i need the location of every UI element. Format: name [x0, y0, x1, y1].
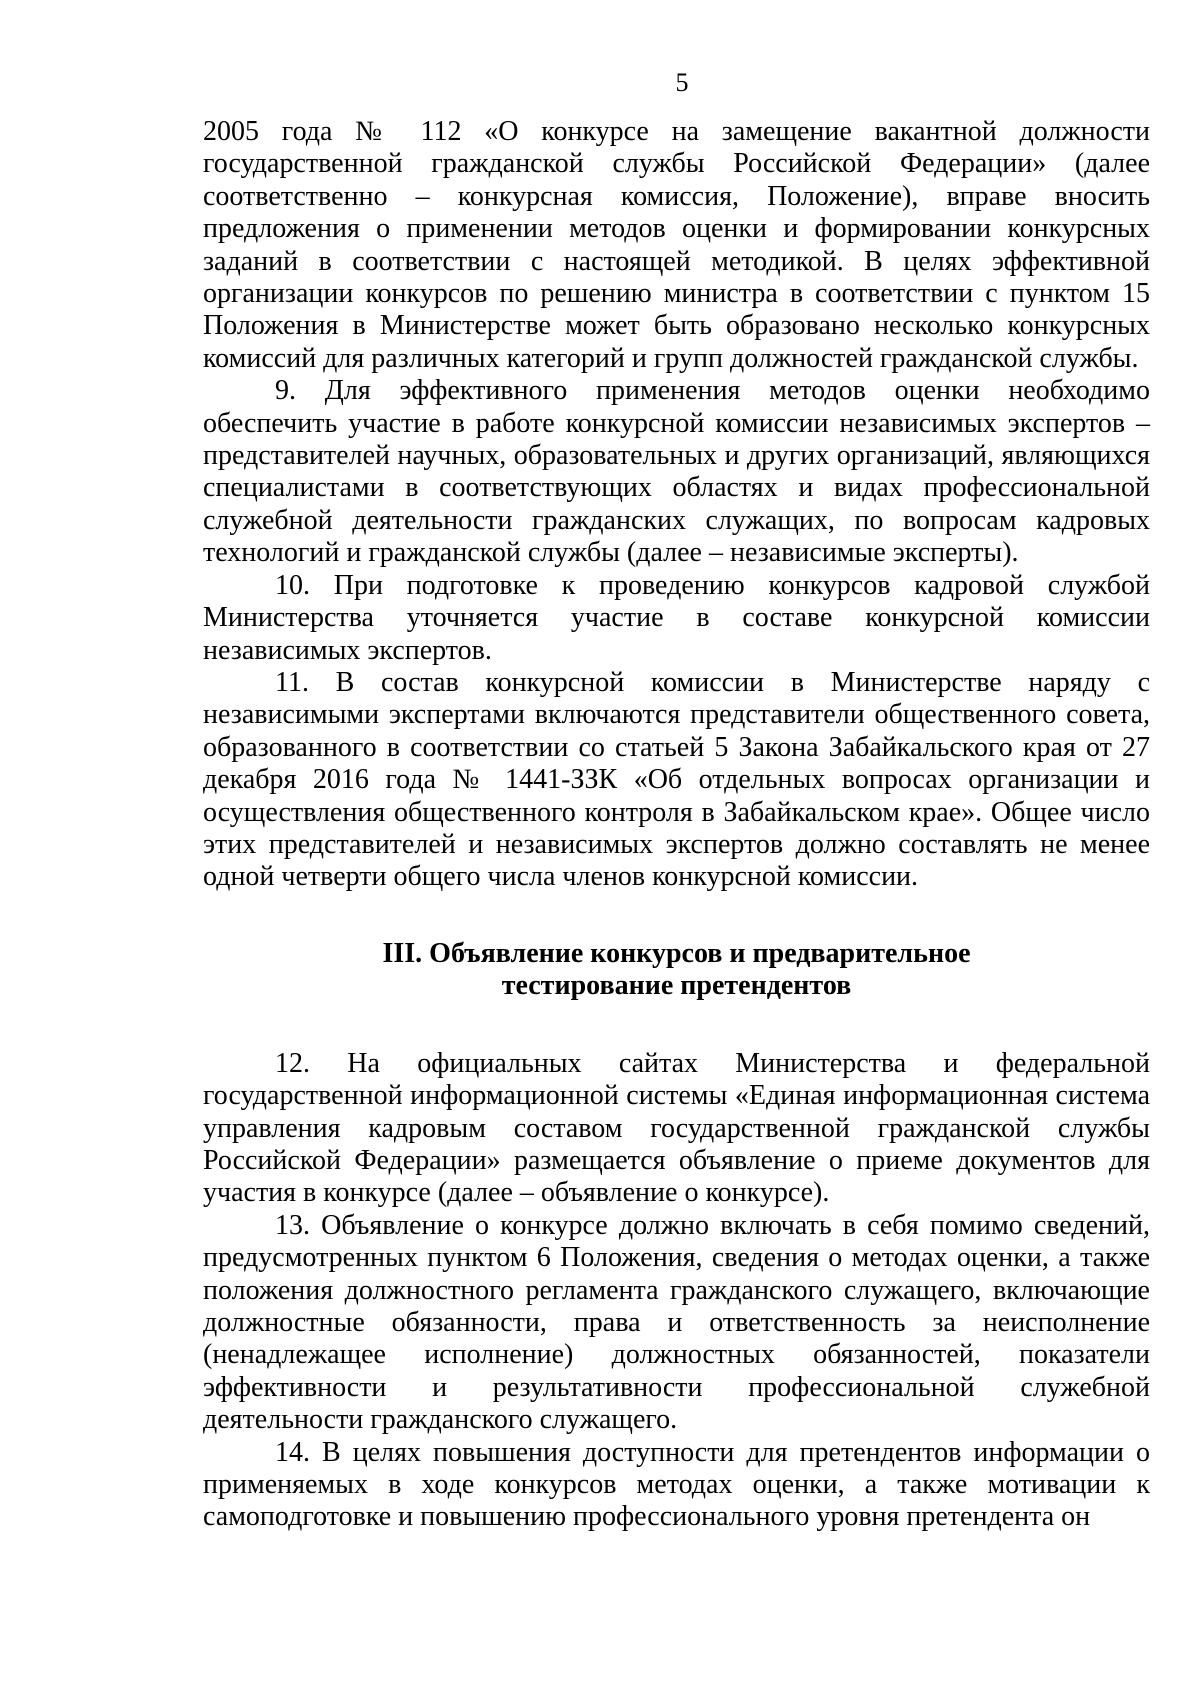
- paragraph-11: 11. В состав конкурсной комиссии в Министерстве наряду с независимыми экспертами включаются представители общественного совета, образованного в соответствии со статьей 5 Закона Забайкальского края от 27 декабря 2016 года № 1441-ЗЗК «Об отдельных вопросах организации и осуществления общественного контроля в Забайкальском крае». Общее число этих представителей и независимых экспертов должно составлять не менее одной четверти общего числа членов конкурсной комиссии.: [203, 666, 1150, 893]
- page-number: 5: [675, 68, 689, 97]
- paragraph-13: 13. Объявление о конкурсе должно включать в себя помимо сведений, предусмотренных пунктом 6 Положения, сведения о методах оценки, а также положения должностного регламента гражданского служащего, включающие должностные обязанности, права и ответственность за неисполнение (ненадлежащее исполнение) должностных обязанностей, показатели эффективности и результативности профессиональной служебной деятельности гражданского служащего.: [203, 1209, 1150, 1436]
- section-heading-line-1: III. Объявление конкурсов и предварительное: [382, 937, 971, 969]
- section-heading: [203, 938, 1150, 1002]
- paragraph-9: 9. Для эффективного применения методов оценки необходимо обеспечить участие в работе конкурсной комиссии независимых экспертов – представителей научных, образовательных и других организаций, являющихся специалистами в соответствующих областях и видах профессиональной служебной деятельности гражданских служащих, по вопросам кадровых технологий и гражданской службы (далее – независимые эксперты).: [203, 375, 1150, 569]
- paragraph-12: 12. На официальных сайтах Министерства и федеральной государственной информационной системы «Единая информационная система управления кадровым составом государственной гражданской службы Российской Федерации» размещается объявление о приеме документов для участия в конкурсе (далее – объявление о конкурсе).: [203, 1047, 1150, 1209]
- paragraph-continuation: 2005 года № 112 «О конкурсе на замещение вакантной должности государственной гражданской службы Российской Федерации» (далее соответственно – конкурсная комиссия, Положение), вправе вносить предложения о применении методов оценки и формировании конкурсных заданий в соответствии с настоящей методикой. В целях эффективной организации конкурсов по решению министра в соответствии с пунктом 15 Положения в Министерстве может быть образовано несколько конкурсных комиссий для различных категорий и групп должностей гражданской службы.: [203, 116, 1150, 374]
- paragraph-10: 10. При подготовке к проведению конкурсов кадровой службой Министерства уточняется участие в составе конкурсной комиссии независимых экспертов.: [203, 569, 1150, 666]
- section-heading-line-2: тестирование претендентов: [501, 969, 852, 1001]
- paragraph-14: 14. В целях повышения доступности для претендентов информации о применяемых в ходе конкурсов методах оценки, а также мотивации к самоподготовке и повышению профессионального уровня претендента он: [203, 1436, 1150, 1533]
- document-body: [203, 116, 1150, 1534]
